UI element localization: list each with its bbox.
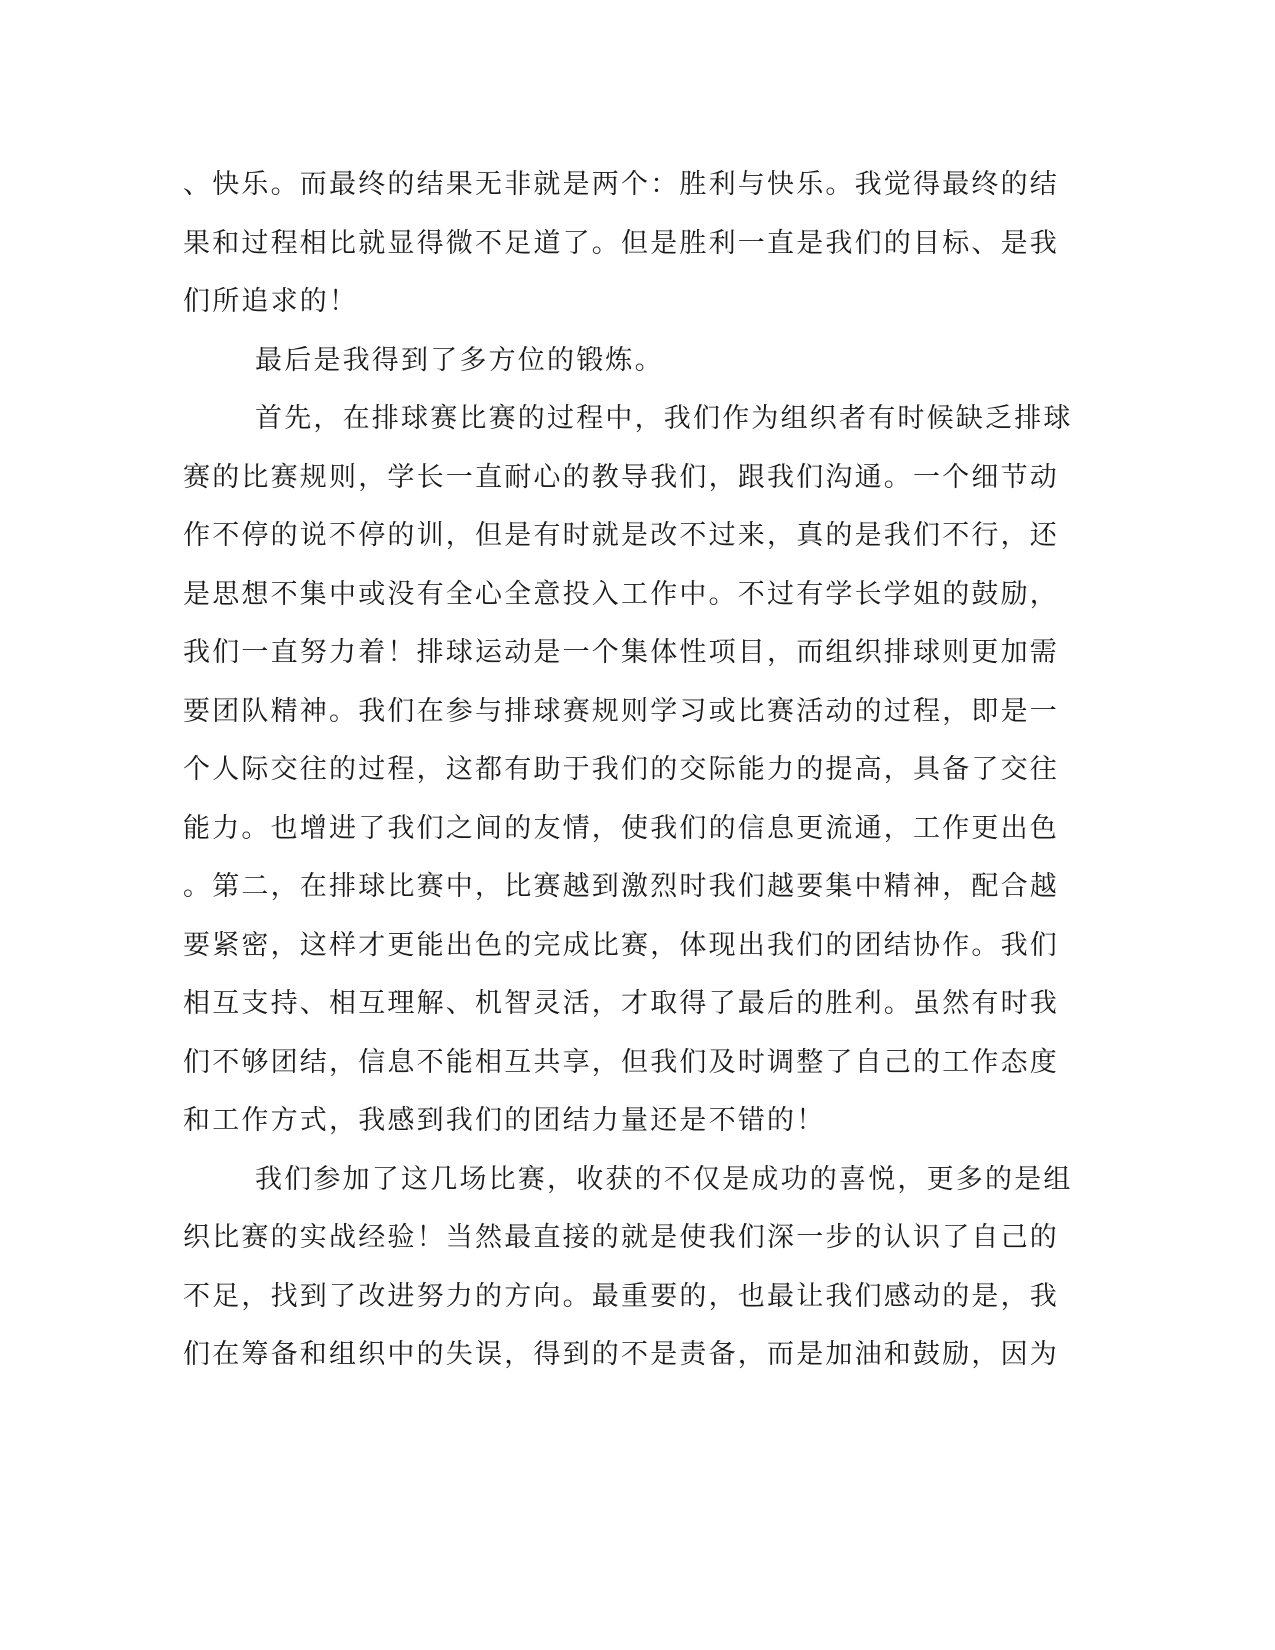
text-line: 。第二，在排球比赛中，比赛越到激烈时我们越要集中精神，配合越 xyxy=(183,871,1059,902)
text-line: 个人际交往的过程，这都有助于我们的交际能力的提高，具备了交往 xyxy=(183,754,1059,785)
text-line: 要团队精神。我们在参与排球赛规则学习或比赛活动的过程，即是一 xyxy=(183,695,1059,727)
text-line: 作不停的说不停的训，但是有时就是改不过来，真的是我们不行，还 xyxy=(183,520,1059,551)
text-line: 们所追求的！ xyxy=(183,286,359,317)
text-line: 是思想不集中或没有全心全意投入工作中。不过有学长学姐的鼓励， xyxy=(183,578,1059,610)
text-line: 果和过程相比就显得微不足道了。但是胜利一直是我们的目标、是我 xyxy=(183,227,1059,259)
text-line: 们不够团结，信息不能相互共享，但我们及时调整了自己的工作态度 xyxy=(183,1046,1059,1078)
text-line: 我们一直努力着！排球运动是一个集体性项目，而组织排球则更加需 xyxy=(183,637,1059,668)
text-line: 、快乐。而最终的结果无非就是两个：胜利与快乐。我觉得最终的结 xyxy=(183,169,1059,200)
text-line: 相互支持、相互理解、机智灵活，才取得了最后的胜利。虽然有时我 xyxy=(183,988,1059,1019)
paragraph-first-line: 我们参加了这几场比赛，收获的不仅是成功的喜悦，更多的是组 xyxy=(255,1163,1073,1195)
text-line: 不足，找到了改进努力的方向。最重要的，也最让我们感动的是，我 xyxy=(183,1280,1059,1312)
text-line: 能力。也增进了我们之间的友情，使我们的信息更流通，工作更出色 xyxy=(183,812,1059,844)
text-line: 织比赛的实战经验！当然最直接的就是使我们深一步的认识了自己的 xyxy=(183,1222,1059,1253)
text-line: 和工作方式，我感到我们的团结力量还是不错的！ xyxy=(183,1105,826,1136)
paragraph-first-line: 最后是我得到了多方位的锻炼。 xyxy=(255,344,664,376)
paragraph-first-line: 首先，在排球赛比赛的过程中，我们作为组织者有时候缺乏排球 xyxy=(255,403,1073,434)
text-line: 赛的比赛规则，学长一直耐心的教导我们，跟我们沟通。一个细节动 xyxy=(183,461,1059,493)
document-body xyxy=(183,156,1073,1385)
text-line: 要紧密，这样才更能出色的完成比赛，体现出我们的团结协作。我们 xyxy=(183,929,1059,961)
text-line: 们在筹备和组织中的失误，得到的不是责备，而是加油和鼓励，因为 xyxy=(183,1339,1059,1370)
